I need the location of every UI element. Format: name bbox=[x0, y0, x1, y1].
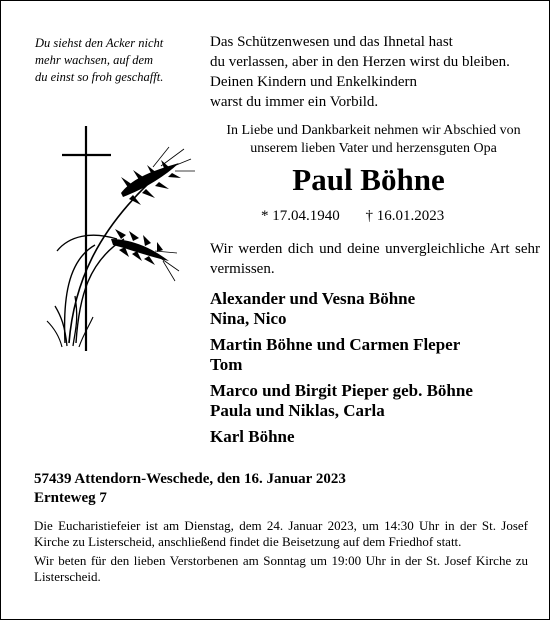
family-line: Nina, Nico bbox=[210, 309, 287, 328]
farewell-line: unserem lieben Vater und herzensguten Opa bbox=[250, 141, 497, 156]
quote-verse bbox=[35, 35, 195, 86]
cross-with-wheat-icon bbox=[29, 121, 199, 361]
miss-text: Wir werden dich und deine unvergleichliche Art sehr vermissen. bbox=[210, 241, 540, 277]
family-line: Karl Böhne bbox=[210, 427, 295, 446]
poem-line: warst du immer ein Vorbild. bbox=[210, 94, 379, 110]
family-line: Martin Böhne und Carmen Fleper bbox=[210, 335, 461, 354]
address-line: Ernteweg 7 bbox=[34, 490, 107, 506]
poem-line: du verlassen, aber in den Herzen wirst du bleiben. bbox=[210, 54, 510, 70]
service-paragraph: Die Eucharistiefeier ist am Dienstag, dem 24. Januar 2023, um 14:30 Uhr in der St. Josef Kirche zu Listerscheid, anschließend findet die Beisetzung auf dem Friedhof statt. bbox=[34, 518, 528, 549]
family-group bbox=[210, 381, 545, 421]
family-list bbox=[210, 289, 545, 453]
poem-verse bbox=[210, 32, 540, 112]
birth-date: * 17.04.1940 bbox=[261, 208, 340, 224]
family-line: Alexander und Vesna Böhne bbox=[210, 289, 416, 308]
address-line: 57439 Attendorn-Weschede, den 16. Januar 2023 bbox=[34, 471, 346, 487]
address-block bbox=[34, 470, 534, 508]
farewell-text bbox=[206, 122, 541, 158]
family-group bbox=[210, 427, 545, 447]
quote-line: du einst so froh geschafft. bbox=[35, 70, 164, 84]
death-date: † 16.01.2023 bbox=[365, 208, 445, 224]
family-group bbox=[210, 335, 545, 375]
service-info bbox=[34, 518, 528, 588]
family-line: Tom bbox=[210, 355, 243, 374]
quote-line: Du siehst den Acker nicht bbox=[35, 36, 164, 50]
farewell-line: In Liebe und Dankbarkeit nehmen wir Abschied von bbox=[226, 123, 521, 138]
life-dates bbox=[261, 207, 541, 225]
poem-line: Deinen Kindern und Enkelkindern bbox=[210, 74, 418, 90]
deceased-name: Paul Böhne bbox=[292, 162, 445, 197]
poem-line: Das Schützenwesen und das Ihnetal hast bbox=[210, 34, 453, 50]
service-paragraph: Wir beten für den lieben Verstorbenen am Sonntag um 19:00 Uhr in der St. Josef Kirche zu Listerscheid. bbox=[34, 553, 528, 584]
family-group bbox=[210, 289, 545, 329]
quote-line: mehr wachsen, auf dem bbox=[35, 53, 154, 67]
family-line: Paula und Niklas, Carla bbox=[210, 401, 385, 420]
family-line: Marco und Birgit Pieper geb. Böhne bbox=[210, 381, 473, 400]
